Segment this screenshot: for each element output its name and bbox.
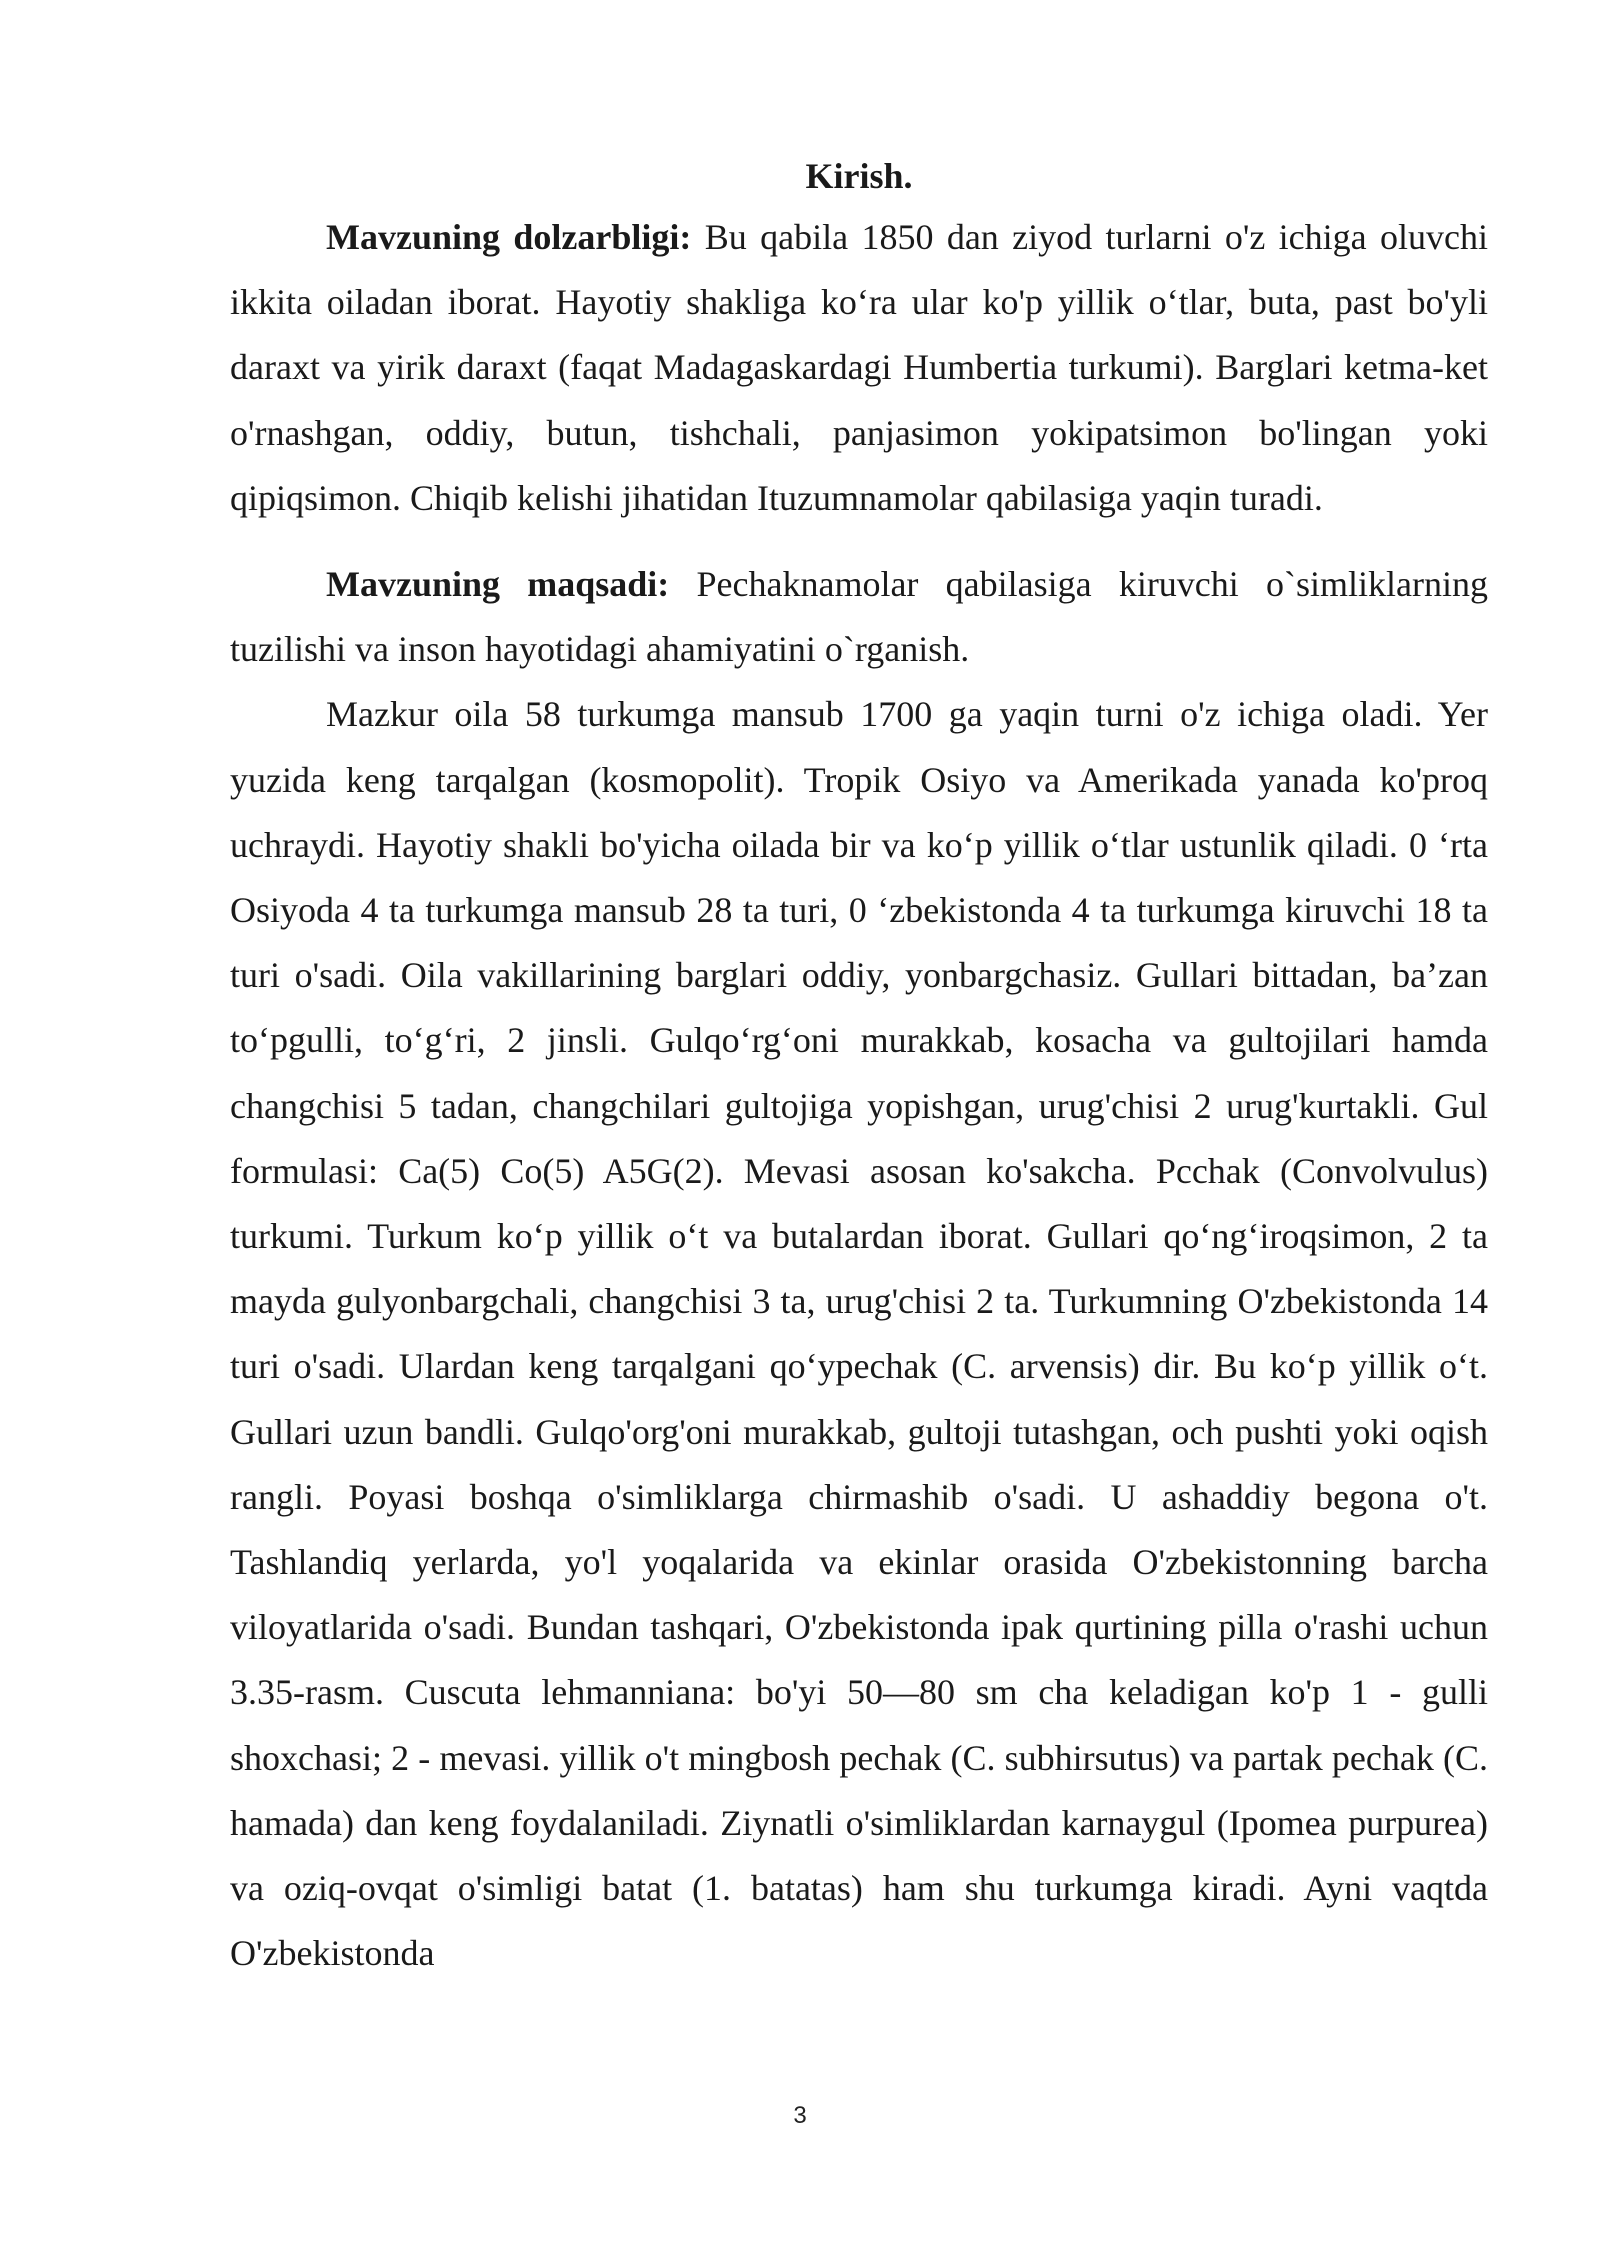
paragraph-text: Pechaknamolar qabilasiga kiruvchi o`simliklarning tuzilishi va inson hayotidagi ahamiyatini o`rganish. [230,564,1488,670]
page-body [230,148,1488,1986]
paragraph-family-description [230,682,1488,1986]
paragraph-text: Bu qabila 1850 dan ziyod turlarni o'z ichiga oluvchi ikkita oiladan iborat. Hayotiy shakliga ko‘ra ular ko'p yillik o‘tlar, buta, past bo'yli daraxt va yirik daraxt (faqat Madagaskardagi Humbertia turkumi). Barglari ketma-ket o'rnashgan, oddiy, butun, tishchali, panjasimon yokipatsimon bo'lingan yoki qipiqsimon. Chiqib kelishi jihatidan Ituzumnamolar qabilasiga yaqin turadi. [230,217,1488,518]
section-title: Kirish. [805,156,913,196]
paragraph-lead: Mavzuning dolzarbligi: [326,217,692,257]
paragraph-lead: Mavzuning maqsadi: [326,564,670,605]
page-number: 3 [793,2102,807,2129]
paragraph-relevance [230,205,1488,531]
paragraph-text: Mazkur oila 58 turkumga mansub 1700 ga yaqin turni o'z ichiga oladi. Yer yuzida keng tarqalgan (kosmopolit). Tropik Osiyo va Amerikada yanada ko'proq uchraydi. Hayotiy shakli bo'yicha oilada bir va ko‘p yillik o‘tlar ustunlik qiladi. 0 ‘rta Osiyoda 4 ta turkumga mansub 28 ta turi, 0 ‘zbekistonda 4 ta turkumga kiruvchi 18 ta turi o'sadi. Oila vakillarining barglari oddiy, yonbargchasiz. Gullari bittadan, ba’zan to‘pgulli, to‘g‘ri, 2 jinsli. Gulqo‘rg‘oni murakkab, kosacha va gultojilari hamda changchisi 5 tadan, changchilari gultojiga yopishgan, urug'chisi 2 urug'kurtakli. Gul formulasi: Ca(5) Co(5) A5G(2). Mevasi asosan ko'sakcha. Pcchak (Convolvulus) turkumi. Turkum ko‘p yillik o‘t va butalardan iborat. Gullari qo‘ng‘iroqsimon, 2 ta mayda gulyonbargchali, changchisi 3 ta, urug'chisi 2 ta. Turkumning O'zbekistonda 14 turi o'sadi. Ulardan keng tarqalgani qo‘ypechak (C. arvensis) dir. Bu ko‘p yillik o‘t. Gullari uzun bandli. Gulqo'org'oni murakkab, gultoji tutashgan, och pushti yoki oqish rangli. Poyasi boshqa o'simliklarga chirmashib o'sadi. U ashaddiy begona o't. Tashlandiq yerlarda, yo'l yoqalarida va ekinlar orasida O'zbekistonning barcha viloyatlarida o'sadi. Bundan tashqari, O'zbekistonda ipak qurtining pilla o'rashi uchun 3.35-rasm. Cuscuta lehmanniana: bo'yi 50—80 sm cha keladigan ko'p 1 - gulli shoxchasi; 2 - mevasi. yillik o't mingbosh pechak (C. subhirsutus) va partak pechak (C. hamada) dan keng foydalaniladi. Ziynatli o'simliklardan karnaygul (Ipomea purpurea) va oziq-ovqat o'simligi batat (1. batatas) ham shu turkumga kiradi. Ayni vaqtda O'zbekistonda [230,694,1488,1974]
paragraph-goal [230,552,1488,682]
